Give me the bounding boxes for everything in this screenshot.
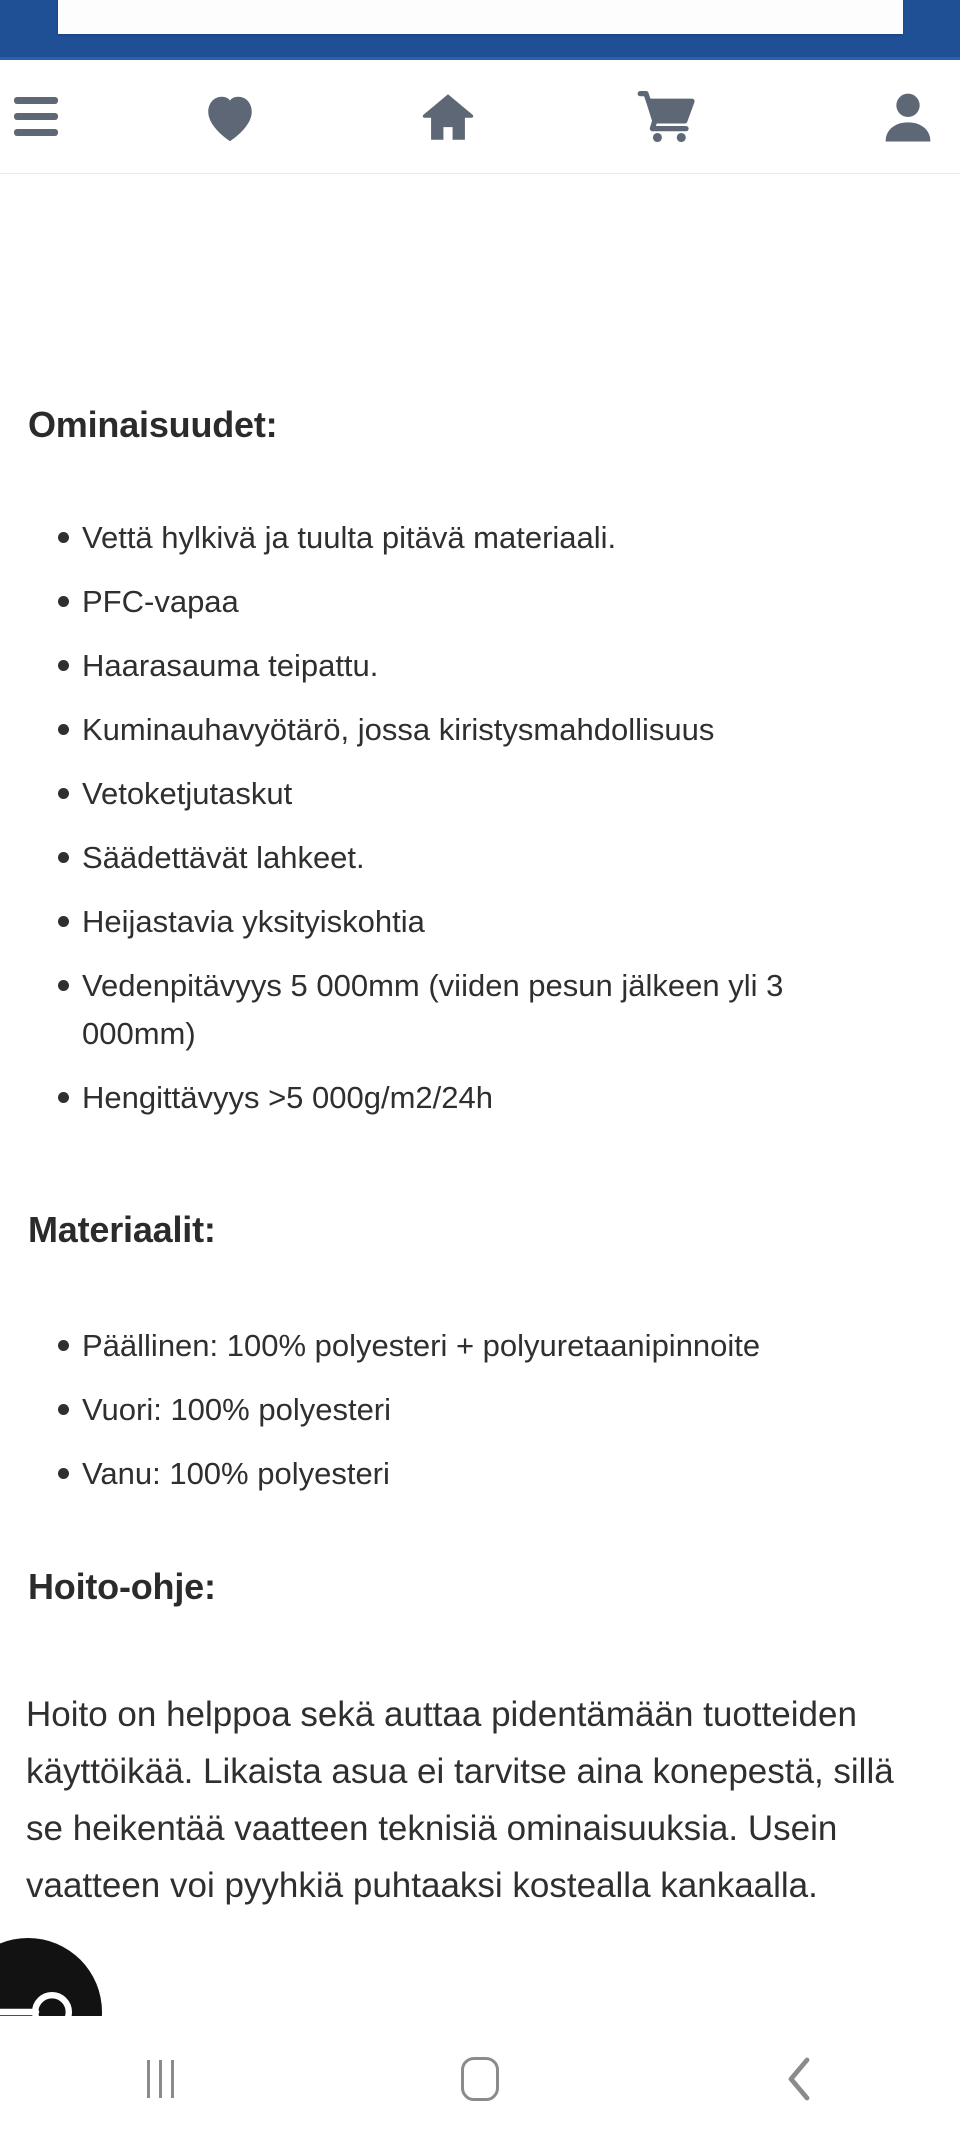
- list-item: Säädettävät lahkeet.: [0, 834, 900, 882]
- list-item: Kuminauhavyötärö, jossa kiristysmahdollisuus: [0, 706, 900, 754]
- menu-icon: [14, 97, 58, 136]
- system-navigation-bar: [0, 2016, 960, 2141]
- list-item: Heijastavia yksityiskohtia: [0, 898, 900, 946]
- site-toolbar: [0, 60, 960, 174]
- materials-list: [0, 1322, 930, 1498]
- browser-tab[interactable]: [58, 0, 903, 34]
- list-item: Haarasauma teipattu.: [0, 642, 900, 690]
- list-item: Hengittävyys >5 000g/m2/24h: [0, 1074, 900, 1122]
- home-squircle-icon: [461, 2057, 499, 2101]
- care-heading: Hoito-ohje:: [28, 1566, 216, 1607]
- recents-icon: [147, 2060, 174, 2098]
- list-item: Päällinen: 100% polyesteri + polyuretaanipinnoite: [0, 1322, 930, 1370]
- list-item: Vedenpitävyys 5 000mm (viiden pesun jälkeen yli 3 000mm): [0, 962, 900, 1058]
- cart-button[interactable]: [626, 60, 706, 173]
- care-paragraph: Hoito on helppoa sekä auttaa pidentämään tuotteiden käyttöikää. Likaista asua ei tarvitse aina konepestä, sillä se heikentää vaatteen teknisiä ominaisuuksia. Usein vaatteen voi pyyhkiä puhtaaksi kostealla kankaalla.: [26, 1695, 894, 1906]
- cart-icon: [635, 88, 697, 146]
- back-chevron-icon: [785, 2056, 815, 2102]
- list-item: Vetoketjutaskut: [0, 770, 900, 818]
- features-list: [0, 514, 900, 1122]
- home-button[interactable]: [320, 2057, 640, 2101]
- link-chain-icon: [0, 1988, 78, 2016]
- home-icon: [418, 88, 478, 146]
- user-icon: [880, 88, 936, 146]
- menu-button[interactable]: [0, 60, 76, 173]
- back-button[interactable]: [640, 2056, 960, 2102]
- browser-chrome: [0, 0, 960, 60]
- list-item: Vanu: 100% polyesteri: [0, 1450, 930, 1498]
- account-button[interactable]: [868, 60, 948, 173]
- list-item: Vettä hylkivä ja tuulta pitävä materiaali.: [0, 514, 900, 562]
- list-item: PFC-vapaa: [0, 578, 900, 626]
- heart-icon: [201, 90, 259, 144]
- home-button[interactable]: [408, 60, 488, 173]
- materials-heading: Materiaalit:: [28, 1209, 216, 1250]
- favorites-button[interactable]: [190, 60, 270, 173]
- list-item: Vuori: 100% polyesteri: [0, 1386, 930, 1434]
- chat-bubble-button[interactable]: [0, 1938, 102, 2016]
- recents-button[interactable]: [0, 2060, 320, 2098]
- features-heading: Ominaisuudet:: [28, 404, 278, 445]
- product-description-content: [0, 174, 960, 2016]
